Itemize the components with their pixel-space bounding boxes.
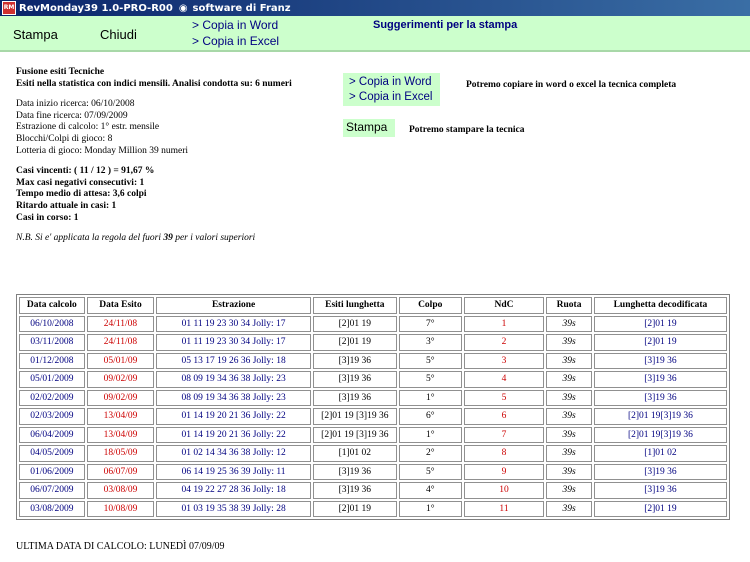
results-table-wrapper [16,294,730,520]
cell-colpo: 6° [399,408,462,425]
cell-ndc: 10 [464,482,544,499]
cell-data-esito: 09/02/09 [87,371,154,388]
cell-ndc: 2 [464,334,544,351]
cell-estrazione: 05 13 17 19 26 36 Jolly: 18 [156,353,311,370]
copia-word-link[interactable]: > Copia in Word [192,18,279,32]
cell-ruota: 39s [546,427,592,444]
col-esiti-lunghetta: Esiti lunghetta [313,297,397,314]
copy-actions-panel [343,73,440,106]
cell-estrazione: 08 09 19 34 36 38 Jolly: 23 [156,390,311,407]
cell-esiti-lunghetta: [3]19 36 [313,482,397,499]
cell-esiti-lunghetta: [2]01 19 [313,316,397,333]
rule-note-prefix: N.B. Si e' applicata la regola del fuori [16,233,161,244]
cell-esiti-lunghetta: [1]01 02 [313,445,397,462]
cell-data-esito: 24/11/08 [87,316,154,333]
chiudi-button[interactable]: Chiudi [100,27,137,42]
average-wait: Tempo medio di attesa: 3,6 colpi [16,189,147,200]
rule-note-number: 39 [163,233,173,244]
cell-ndc: 8 [464,445,544,462]
max-negative-cases: Max casi negativi consecutivi: 1 [16,177,145,188]
cell-ruota: 39s [546,334,592,351]
cell-ndc: 6 [464,408,544,425]
window-title: RevMonday39 1.0-PRO-R00 [19,2,173,14]
cell-data-esito: 10/08/09 [87,501,154,518]
technique-heading: Fusione esiti Tecniche [16,67,105,77]
cell-colpo: 5° [399,353,462,370]
cell-esiti-lunghetta: [3]19 36 [313,353,397,370]
cell-ndc: 11 [464,501,544,518]
copy-description: Potremo copiare in word o excel la tecnica completa [466,80,677,90]
cell-estrazione: 08 09 19 34 36 38 Jolly: 23 [156,371,311,388]
cell-lunghetta-decodificata: [3]19 36 [594,353,727,370]
cell-colpo: 7° [399,316,462,333]
technique-subheading: Esiti nella statistica con indici mensili. Analisi condotta su: 6 numeri [16,78,292,89]
current-delay: Ritardo attuale in casi: 1 [16,200,117,211]
cell-ruota: 39s [546,445,592,462]
cell-esiti-lunghetta: [2]01 19 [3]19 36 [313,408,397,425]
cell-ruota: 39s [546,353,592,370]
cell-lunghetta-decodificata: [2]01 19[3]19 36 [594,427,727,444]
cell-esiti-lunghetta: [3]19 36 [313,371,397,388]
cell-lunghetta-decodificata: [2]01 19 [594,501,727,518]
start-date: Data inizio ricerca: 06/10/2008 [16,99,135,110]
cell-lunghetta-decodificata: [2]01 19 [594,316,727,333]
side-copia-excel-button[interactable]: > Copia in Excel [349,91,433,103]
table-row [19,445,727,462]
cell-colpo: 4° [399,482,462,499]
app-icon[interactable]: RM [2,1,16,15]
print-description: Potremo stampare la tecnica [409,125,525,135]
cell-ruota: 39s [546,316,592,333]
cell-ndc: 5 [464,390,544,407]
cell-data-calcolo: 06/07/2009 [19,482,85,499]
cell-ndc: 4 [464,371,544,388]
cell-estrazione: 01 14 19 20 21 36 Jolly: 22 [156,427,311,444]
cell-data-calcolo: 01/12/2008 [19,353,85,370]
cell-colpo: 5° [399,464,462,481]
cell-estrazione: 06 14 19 25 36 39 Jolly: 11 [156,464,311,481]
cell-esiti-lunghetta: [3]19 36 [313,390,397,407]
cell-data-calcolo: 02/02/2009 [19,390,85,407]
lottery-name: Lotteria di gioco: Monday Million 39 numeri [16,145,189,156]
cell-colpo: 1° [399,501,462,518]
window-author: software di Franz [192,2,291,14]
cell-estrazione: 01 02 14 34 36 38 Jolly: 12 [156,445,311,462]
cell-ruota: 39s [546,501,592,518]
table-row [19,427,727,444]
cell-ruota: 39s [546,390,592,407]
col-data-esito: Data Esito [87,297,154,314]
col-lunghetta-decodificata: Lunghetta decodificata [594,297,727,314]
cell-esiti-lunghetta: [2]01 19 [313,334,397,351]
col-data-calcolo: Data calcolo [19,297,85,314]
window-title-bar [0,0,750,16]
cell-data-calcolo: 02/03/2009 [19,408,85,425]
last-calculation-date: ULTIMA DATA DI CALCOLO: LUNEDÌ 07/09/09 [16,541,225,552]
table-row [19,501,727,518]
cell-ruota: 39s [546,408,592,425]
cell-data-esito: 09/02/09 [87,390,154,407]
cell-data-calcolo: 03/08/2009 [19,501,85,518]
globe-icon: ◉ [178,2,188,14]
cell-data-calcolo: 04/05/2009 [19,445,85,462]
cell-lunghetta-decodificata: [3]19 36 [594,390,727,407]
cell-data-calcolo: 03/11/2008 [19,334,85,351]
cell-ndc: 9 [464,464,544,481]
cell-colpo: 2° [399,445,462,462]
print-hints-link[interactable]: Suggerimenti per la stampa [373,19,518,31]
winning-cases: Casi vincenti: ( 11 / 12 ) = 91,67 % [16,166,155,177]
cell-esiti-lunghetta: [2]01 19 [3]19 36 [313,427,397,444]
cell-data-calcolo: 01/06/2009 [19,464,85,481]
end-date: Data fine ricerca: 07/09/2009 [16,110,128,121]
cell-data-esito: 24/11/08 [87,334,154,351]
cell-colpo: 1° [399,390,462,407]
cell-estrazione: 01 14 19 20 21 36 Jolly: 22 [156,408,311,425]
cell-esiti-lunghetta: [2]01 19 [313,501,397,518]
cell-data-esito: 06/07/09 [87,464,154,481]
cell-ndc: 3 [464,353,544,370]
cell-ndc: 7 [464,427,544,444]
table-row [19,371,727,388]
results-table-body [19,316,727,518]
cell-ndc: 1 [464,316,544,333]
cell-data-esito: 05/01/09 [87,353,154,370]
side-copia-word-button[interactable]: > Copia in Word [349,76,432,88]
cell-lunghetta-decodificata: [2]01 19 [594,334,727,351]
cell-ruota: 39s [546,371,592,388]
cell-data-esito: 13/04/09 [87,427,154,444]
cell-ruota: 39s [546,464,592,481]
cell-data-calcolo: 06/04/2009 [19,427,85,444]
table-row [19,390,727,407]
cell-esiti-lunghetta: [3]19 36 [313,464,397,481]
rule-note-suffix: per i valori superiori [175,233,256,244]
table-row [19,482,727,499]
cell-estrazione: 04 19 22 27 28 36 Jolly: 18 [156,482,311,499]
cell-colpo: 5° [399,371,462,388]
col-ruota: Ruota [546,297,592,314]
cell-estrazione: 01 11 19 23 30 34 Jolly: 17 [156,334,311,351]
cell-data-esito: 18/05/09 [87,445,154,462]
table-header-row [19,297,727,314]
results-table [16,294,730,520]
cell-data-esito: 03/08/09 [87,482,154,499]
cell-lunghetta-decodificata: [3]19 36 [594,482,727,499]
toolbar [0,16,750,52]
table-row [19,353,727,370]
cell-lunghetta-decodificata: [3]19 36 [594,464,727,481]
cell-lunghetta-decodificata: [1]01 02 [594,445,727,462]
cell-ruota: 39s [546,482,592,499]
col-ndc: NdC [464,297,544,314]
copia-excel-link[interactable]: > Copia in Excel [192,34,280,48]
rule-note [16,233,346,245]
col-estrazione: Estrazione [156,297,311,314]
side-stampa-button[interactable]: Stampa [343,119,395,137]
cell-estrazione: 01 03 19 35 38 39 Jolly: 28 [156,501,311,518]
table-row [19,464,727,481]
cell-colpo: 3° [399,334,462,351]
cell-data-calcolo: 06/10/2008 [19,316,85,333]
cell-colpo: 1° [399,427,462,444]
table-row [19,408,727,425]
cell-data-calcolo: 05/01/2009 [19,371,85,388]
cell-lunghetta-decodificata: [3]19 36 [594,371,727,388]
cell-estrazione: 01 11 19 23 30 34 Jolly: 17 [156,316,311,333]
technique-info [16,67,346,245]
cell-lunghetta-decodificata: [2]01 19[3]19 36 [594,408,727,425]
cases-in-progress: Casi in corso: 1 [16,212,79,223]
table-row [19,334,727,351]
play-blocks: Blocchi/Colpi di gioco: 8 [16,133,113,144]
col-colpo: Colpo [399,297,462,314]
table-row [19,316,727,333]
cell-data-esito: 13/04/09 [87,408,154,425]
stampa-button[interactable]: Stampa [13,27,58,42]
calc-extraction: Estrazione di calcolo: 1° estr. mensile [16,122,160,133]
